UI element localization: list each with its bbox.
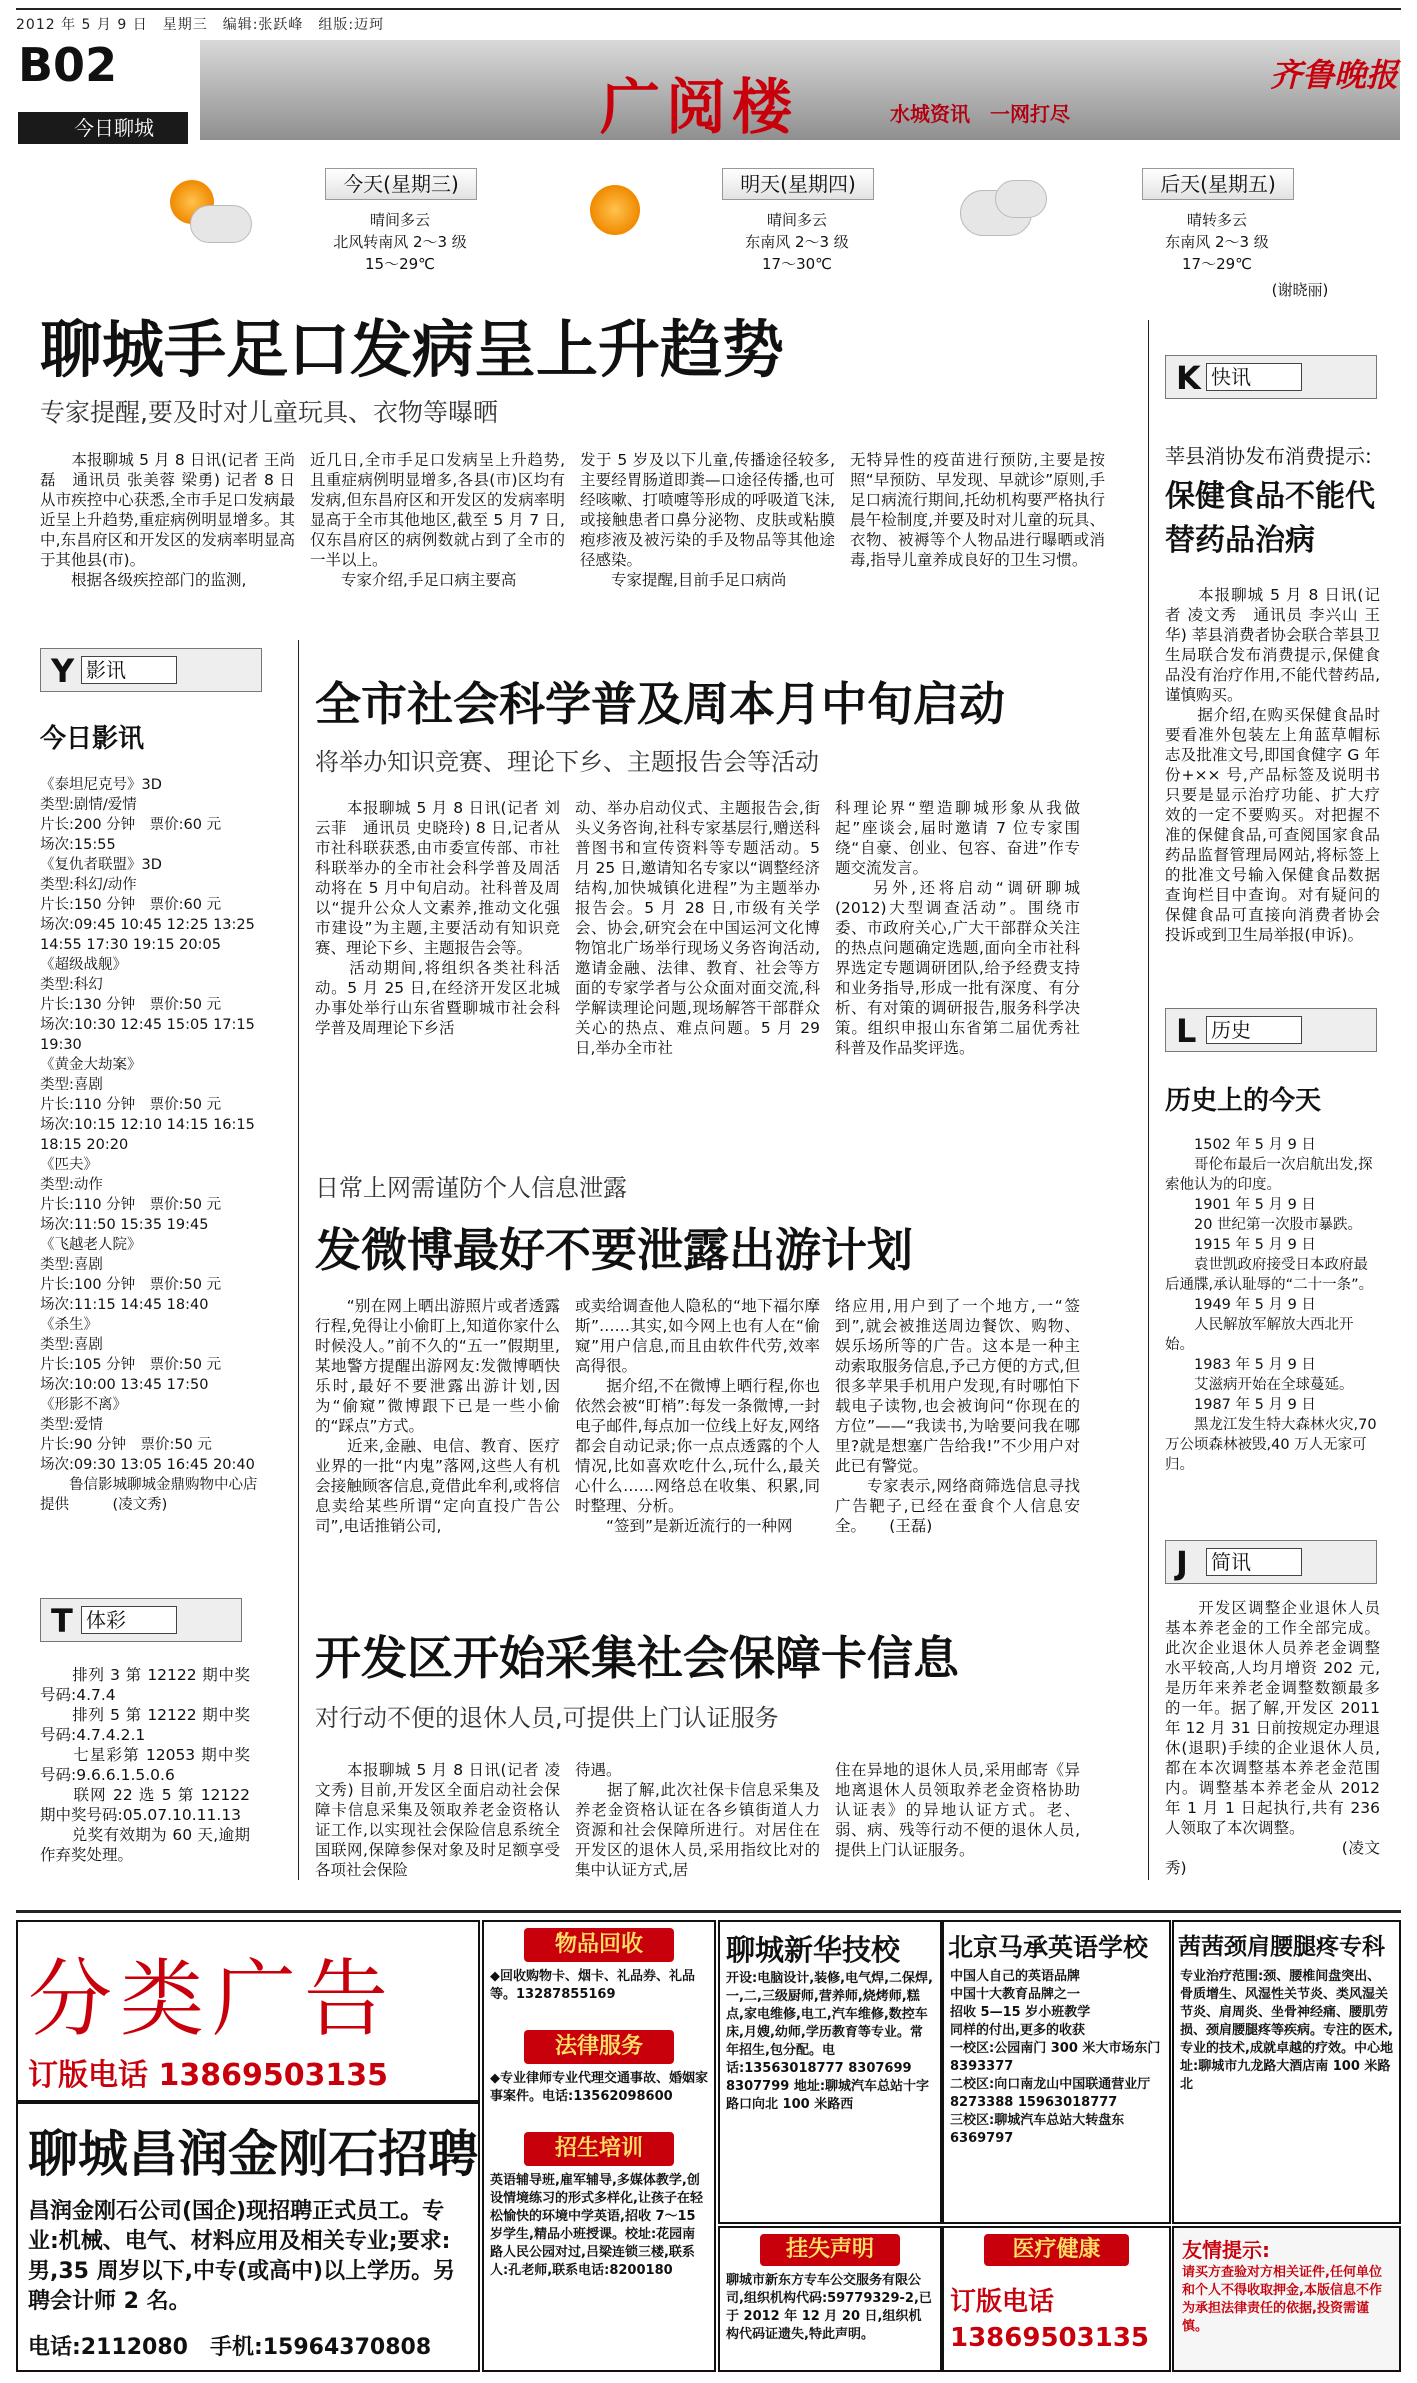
article1-title: 聊城手足口发病呈上升趋势 — [40, 313, 785, 386]
cloud-icon — [995, 180, 1047, 218]
column-rule — [298, 640, 299, 1880]
ad-english-title: 北京马承英语学校 — [948, 1933, 1149, 1962]
section-letter: Y — [51, 652, 75, 690]
article3-title: 发微博最好不要泄露出游计划 — [315, 1223, 913, 1277]
ad-recruit-body: 昌润金刚石公司(国企)现招聘正式员工。专业:机械、电气、材料应用及相关专业;要求:男,35 周岁以下,中专(或高中)以上学历。另聘会计师 2 名。 — [28, 2199, 456, 2314]
article2-title: 全市社会科学普及周本月中旬启动 — [315, 677, 1005, 731]
ad-xinhua-box — [718, 1920, 942, 2224]
weather-sky: 晴转多云 — [1186, 211, 1247, 229]
ad-english-box — [942, 1920, 1171, 2224]
sun-icon — [590, 185, 640, 235]
top-rule — [16, 8, 1401, 10]
ad-scissor-body: 聊城市新东方专车公交服务有限公司,组织机构代码:59779329-2,已于 2012 年 12 月 20 日,组织机构代码证遗失,特此声明。 — [726, 2273, 932, 2342]
section-letter: L — [1176, 1012, 1197, 1050]
ad-spine-body: 专业治疗范围:颈、腰椎间盘突出、骨质增生、风湿性关节炎、类风湿关节炎、肩周炎、坐骨神经痛、腰肌劳损、颈肩腰腿疼等疾病。专注的医术,专业的技术,成就卓越的疗效。中心地址:聊城市九龙路大酒店南 100 米路北 — [1180, 1969, 1393, 2092]
ad-spine-box — [1172, 1920, 1401, 2224]
section-label: 快讯 — [1206, 363, 1302, 391]
article4-col: 待遇。 据了解,此次社保卡信息采集及养老金资格认证在各乡镇街道人力资源和社会保障所进行。对居住在开发区的退休人员,采用指纹比对的集中认证方式,居 — [575, 1761, 820, 1879]
weather-day-label: 今天(星期三) — [325, 168, 477, 200]
ad-warning-box — [1172, 2226, 1401, 2372]
lishi-body: 1502 年 5 月 9 日 哥伦布最后一次启航出发,探索他认为的印度。 1901 年 5 月 9 日 20 世纪第一次股市暴跌。 1915 年 5 月 9 日 袁世凯政府接受日本政府最后通牒,承认耻辱的“二十一条”。 1949 年 5 月 9 日 人民解放军解放大西北开始。 1983 年 5 月 9 日 艾滋病开始在全球蔓延。 1987 年 5 月 9 日 黑龙江发生特大森林火灾,70 万公顷森林被毁,40 万人无家可归。 — [1165, 1137, 1377, 1473]
yingxun-body: 《泰坦尼克号》3D 类型:剧情/爱情 片长:200 分钟 票价:60 元 场次:15:55 《复仇者联盟》3D 类型:科幻/动作 片长:150 分钟 票价:60 元 场次:09:45 10:45 12:25 13:25 14:55 17:30 19:15 20:05 《超级战舰》 类型:科幻 片长:130 分钟 票价:50 元 场次:10:30 12:45 15:05 17:15 19:30 《黄金大劫案》 类型:喜剧 片长:110 分钟 票价:50 元 场次:10:15 12:10 14:15 16:15 18:15 20:20 《匹夫》 类型:动作 片长:110 分钟 票价:50 元 场次:11:50 15:35 19:45 《飞越老人院》 类型:喜剧 片长:100 分钟 票价:50 元 场次:11:15 14:45 18:40 《杀生》 类型:喜剧 片长:105 分钟 票价:50 元 场次:10:00 13:45 17:50 《形影不离》 类型:爱情 片长:90 分钟 票价:50 元 场次:09:30 13:05 16:45 20:40 鲁信影城聊城金鼎购物中心店提供 (凌文秀) — [40, 777, 258, 1513]
ad-xinhua-body: 开设:电脑设计,装修,电气焊,二保焊,一,二,三级厨师,营养师,烧烤师,糕点,家电维修,电工,汽车维修,数控车床,月嫂,幼师,学历教育等专业。常年招生,包分配。电话:13563018777 8307699 8307799 地址:聊城汽车总站十字路口向北 100 米路西 — [726, 1971, 933, 2112]
weather-wind: 东南风 2～3 级 — [745, 233, 849, 251]
section-label: 影讯 — [81, 656, 177, 684]
ad-recruit-phone: 电话:2112080 手机:15964370808 — [28, 2335, 432, 2360]
section-letter: T — [51, 1602, 73, 1640]
weather-wind: 北风转南风 2～3 级 — [333, 233, 467, 251]
section-letter: K — [1176, 359, 1201, 397]
ad-medical-phone: 订版电话 13869503135 — [950, 2287, 1149, 2353]
article4-col: 本报聊城 5 月 8 日讯(记者 凌文秀) 目前,开发区全面启动社会保障卡信息采集及领取养老金资格认证工作,以实现社会保险信息系统全国联网,保障参保对象及时足额享受各项社会保险 — [315, 1761, 560, 1879]
article1-col: 发于 5 岁及以下儿童,传播途径较多,主要经胃肠道即粪—口途径传播,也可经咳嗽、打喷嚏等形成的呼吸道飞沫,或接触患者口鼻分泌物、皮肤或粘膜疱疹液及被污染的手及物品等其他途径感染。 专家提醒,目前手足口病尚 — [580, 451, 835, 589]
ad-english-body: 中国人自己的英语品牌 中国十大教育品牌之一 招收 5—15 岁小班教学 同样的付出,更多的收获 一校区:公园南门 300 米大市场东门 8393377 二校区:向口南龙山中国联通营业厅 8273388 15963018777 三校区:聊城汽车总站大转盘东 6369797 — [950, 1969, 1161, 2146]
lishi-box — [1165, 1008, 1377, 1052]
article1-subtitle: 专家提醒,要及时对儿童玩具、衣物等曝晒 — [40, 398, 498, 427]
lishi-title: 历史上的今天 — [1165, 1086, 1322, 1116]
weather-tomorrow — [590, 180, 670, 250]
ad-warning-body: 请买方查验对方相关证件,任何单位和个人不得收取押金,本版信息不作为承担法律责任的依据,投资需谨慎。 — [1182, 2265, 1382, 2334]
article1-col: 本报聊城 5 月 8 日讯(记者 王尚磊 通讯员 张美蓉 梁勇) 记者 8 日从市疾控中心获悉,全市手足口发病最近呈上升趋势,重症病例明显增多。其中,东昌府区和开发区的发病率明显高于其他县(市)。 根据各级疾控部门的监测, — [40, 451, 295, 589]
banner-title: 广阅楼 — [600, 73, 798, 143]
yingxun-title: 今日影讯 — [40, 724, 145, 754]
ad-goods-body: ◆回收购物卡、烟卡、礼品券、礼品等。13287855169 — [490, 1969, 695, 2002]
section-label: 历史 — [1206, 1016, 1302, 1044]
article2-col: 本报聊城 5 月 8 日讯(记者 刘云菲 通讯员 史晓玲) 8 日,记者从市社科联获悉,由市委宣传部、市社科联举办的全市社会科学普及周活动将在 5 月中旬启动。社科普及周以“提升公众人文素养,推动文化强市建设”为主题,主要活动有知识竞赛、理论下乡、主题报告会等。 活动期间,将组织各类社科活动。5 月 25 日,在经济开发区北城办事处举行山东省暨聊城市社会科学普及周理论下乡活 — [315, 799, 560, 1037]
ad-classified-title: 分类广告 — [28, 1950, 397, 2048]
article1-col: 无特异性的疫苗进行预防,主要是按照“早预防、早发现、早就诊”原则,手足口病流行期间,托幼机构要严格执行晨午检制度,并要及时对儿童的玩具、衣物、被褥等个人物品进行曝晒或消毒,指导儿童养成良好的卫生习惯。 — [850, 451, 1105, 569]
ad-law-body: ◆专业律师专业代理交通事故、婚姻家事案件。电话:13562098600 — [490, 2071, 708, 2104]
weather-temp: 15～29℃ — [364, 255, 436, 273]
section-letter: J — [1176, 1544, 1188, 1582]
ad-recruit-title: 聊城昌润金刚石招聘 — [28, 2125, 478, 2183]
jianxun-box — [1165, 1540, 1377, 1584]
article3-kicker: 日常上网需谨防个人信息泄露 — [315, 1174, 627, 1202]
ad-classified-phone: 订版电话 13869503135 — [28, 2058, 389, 2093]
page-number: B02 — [18, 38, 118, 92]
section-label: 简讯 — [1206, 1548, 1302, 1576]
weather-sky: 晴间多云 — [766, 211, 827, 229]
article3-col: 络应用,用户到了一个地方,一“签到”,就会被推送周边餐饮、购物、娱乐场所等的广告。这本是一种主动索取服务信息,予己方便的方式,但很多苹果手机用户发现,有时哪怕下载电子读物,也会被询问“你现在的方位”——“我读书,为啥要问我在哪里?就是想塞广告给我!”不少用户对此已有警觉。 专家表示,网络商筛选信息寻找广告靶子,已经在蚕食个人信息安全。 (王磊) — [835, 1297, 1080, 1535]
kuaixun-box — [1165, 355, 1377, 399]
cloud-icon — [190, 205, 252, 243]
weather-day-label: 明天(星期四) — [722, 168, 874, 200]
ad-scissor-box — [718, 2226, 942, 2372]
ad-classified-box — [16, 1920, 480, 2104]
article2-col: 动、举办启动仪式、主题报告会,街头义务咨询,社科专家基层行,赠送科普图书和宣传资料等专题活动。5 月 25 日,邀请知名专家以“调整经济结构,加快城镇化进程”为主题举办报告会。5 月 28 日,市级有关学会、协会,研究会在中国运河文化博物馆北广场举行现场义务咨询活动,邀请金融、法律、教育、社会等方面的专家学者与公众面对面交流,科学解读理论问题,现场解答干部群众关心的热点、难点问题。5 月 29 日,举办全市社 — [575, 799, 820, 1057]
weather-credit: (谢晓丽) — [1271, 281, 1329, 299]
ticai-box — [40, 1598, 242, 1642]
ad-xinhua-title: 聊城新华技校 — [726, 1933, 901, 1967]
ad-medical-box — [942, 2226, 1171, 2372]
weather-sky: 晴间多云 — [369, 211, 430, 229]
article2-subtitle: 将举办知识竞赛、理论下乡、主题报告会等活动 — [315, 748, 819, 776]
ad-spine-title: 茜茜颈肩腰腿疼专科 — [1178, 1934, 1385, 1960]
banner-subtitle: 水城资讯 一网打尽 — [890, 102, 1070, 126]
yingxun-box — [40, 648, 262, 692]
page-meta: 2012 年 5 月 9 日 星期三 编辑:张跃峰 组版:迈珂 — [16, 17, 385, 33]
ad-enroll-body: 英语辅导班,雇军辅导,多媒体教学,创设情境练习的形式多样化,让孩子在轻松愉快的环境中学英语,招收 7～15 岁学生,精品小班授课。校址:花园南路人民公园对过,吕梁连锁三楼,联系人:孔老师,联系电话:8200180 — [490, 2173, 703, 2278]
ad-medical-header: 医疗健康 — [984, 2234, 1129, 2266]
weather-temp: 17～29℃ — [1181, 255, 1253, 273]
ad-middle-box — [482, 1920, 716, 2372]
article1-col: 近几日,全市手足口发病呈上升趋势,且重症病例明显增多,各县(市)区均有发病,但东昌府区和开发区的发病率明显高于全市其他地区,截至 5 月 7 日,仅东昌府区的病例数就占到了全市的一半以上。 专家介绍,手足口病主要高 — [310, 451, 565, 589]
ad-top-rule — [16, 1910, 1401, 1913]
kuaixun-title: 保健食品不能代替药品治病 — [1165, 479, 1375, 558]
weather-dayafter — [960, 180, 1050, 250]
weather-day-label: 后天(星期五) — [1142, 168, 1294, 200]
weather-temp: 17～30℃ — [761, 255, 833, 273]
ad-warning-header: 友情提示: — [1182, 2238, 1270, 2262]
ad-enroll-header: 招生培训 — [524, 2132, 674, 2166]
section-label: 今日聊城 — [18, 112, 188, 144]
article4-col: 住在异地的退休人员,采用邮寄《异地离退休人员领取养老金资格协助认证表》的异地认证方式。老、弱、病、残等行动不便的退休人员,提供上门认证服务。 — [835, 1761, 1080, 1859]
ticai-body: 排列 3 第 12122 期中奖号码:4.7.4 排列 5 第 12122 期中奖号码:4.7.4.2.1 七星彩第 12053 期中奖号码:9.6.6.1.5.0.6 联网 22 选 5 第 12122 期中奖号码:05.07.10.11.13 兑奖有效期为 60 天,逾期作弃奖处理。 — [40, 1666, 250, 1864]
article3-col: 或卖给调查他人隐私的“地下福尔摩斯”……其实,如今网上也有人在“偷窥”用户信息,而且由软件代劳,效率高得很。 据介绍,不在微博上晒行程,你也依然会被“盯梢”:每发一条微博,一封电子邮件,每点加一位线上好友,网络都会自动记录;你一点点透露的个人情况,比如喜欢吃什么,玩什么,最关心什么……网络总在收集、积累,同时整理、分析。 “签到”是新近流行的一种网 — [575, 1297, 820, 1535]
ad-law-header: 法律服务 — [524, 2030, 674, 2064]
ad-scissor-header: 挂失声明 — [760, 2234, 900, 2266]
ad-recruit-box — [16, 2100, 480, 2372]
section-label: 体彩 — [81, 1606, 177, 1634]
column-rule — [1148, 320, 1149, 1880]
kuaixun-body: 本报聊城 5 月 8 日讯(记者 凌文秀 通讯员 李兴山 王华) 莘县消费者协会联合莘县卫生局联合发布消费提示,保健食品没有治疗作用,不能代替药品,谨慎购买。 据介绍,在购买保健食品时要看准外包装左上角蓝草帽标志及批准文号,即国食健字 G 年份+×× 号,产品标签及说明书只要是显示治疗功能、扩大疗效的一定不要购买。对把握不准的保健食品,可查阅国家食品药品监督管理局网站,将标签上的批准文号输入保健食品数据查询栏目中查询。对有疑问的保健食品可直接向消费者协会投诉或到卫生局举报(申诉)。 — [1165, 586, 1380, 944]
banner-background — [200, 40, 1400, 140]
article2-col: 科理论界“塑造聊城形象从我做起”座谈会,届时邀请 7 位专家围绕“自豪、创业、包容、奋进”作专题交流发言。 另外,还将启动“调研聊城(2012)大型调查活动”。围绕市委、市政府关心,广大干部群众关注的热点问题确定选题,面向全市社科界选定专题调研团队,给予经费支持和业务指导,形成一批有深度、有分析、有对策的调研报告,服务科学决策。组织申报山东省第二届优秀社科普及作品奖评选。 — [835, 799, 1080, 1057]
article4-subtitle: 对行动不便的退休人员,可提供上门认证服务 — [315, 1704, 779, 1732]
kuaixun-kicker: 莘县消协发布消费提示: — [1165, 444, 1372, 468]
article4-title: 开发区开始采集社会保障卡信息 — [315, 1631, 959, 1685]
article3-col: “别在网上晒出游照片或者透露行程,免得让小偷盯上,知道你家什么时候没人。”前不久的“五一”假期里,某地警方提醒出游网友:发微博晒快乐时,最好不要泄露出游计划,因为“偷窥”微博跟下已是一些小偷的“踩点”方式。 近来,金融、电信、教育、医疗业界的一批“内鬼”落网,这些人有机会接触顾客信息,竟借此牟利,或将信息卖给某些所谓“定向直投广告公司”,电话推销公司, — [315, 1297, 560, 1535]
ad-goods-header: 物品回收 — [524, 1928, 674, 1962]
newspaper-logo: 齐鲁晚报 — [1270, 56, 1399, 94]
jianxun-body: 开发区调整企业退休人员基本养老金的工作全部完成。此次企业退休人员养老金调整水平较高,人均月增资 202 元,是历年来养老金调整数额最多的一年。据了解,开发区 2011 年 12 月 31 日前按规定办理退休(退职)手续的企业退休人员,都在本次调整基本养老金范围内。调整基本养老金从 2012 年 1 月 1 日起执行,共有 236 人领取了本次调整。 (凌文秀) — [1165, 1599, 1380, 1877]
weather-today — [160, 175, 240, 245]
weather-wind: 东南风 2～3 级 — [1165, 233, 1269, 251]
